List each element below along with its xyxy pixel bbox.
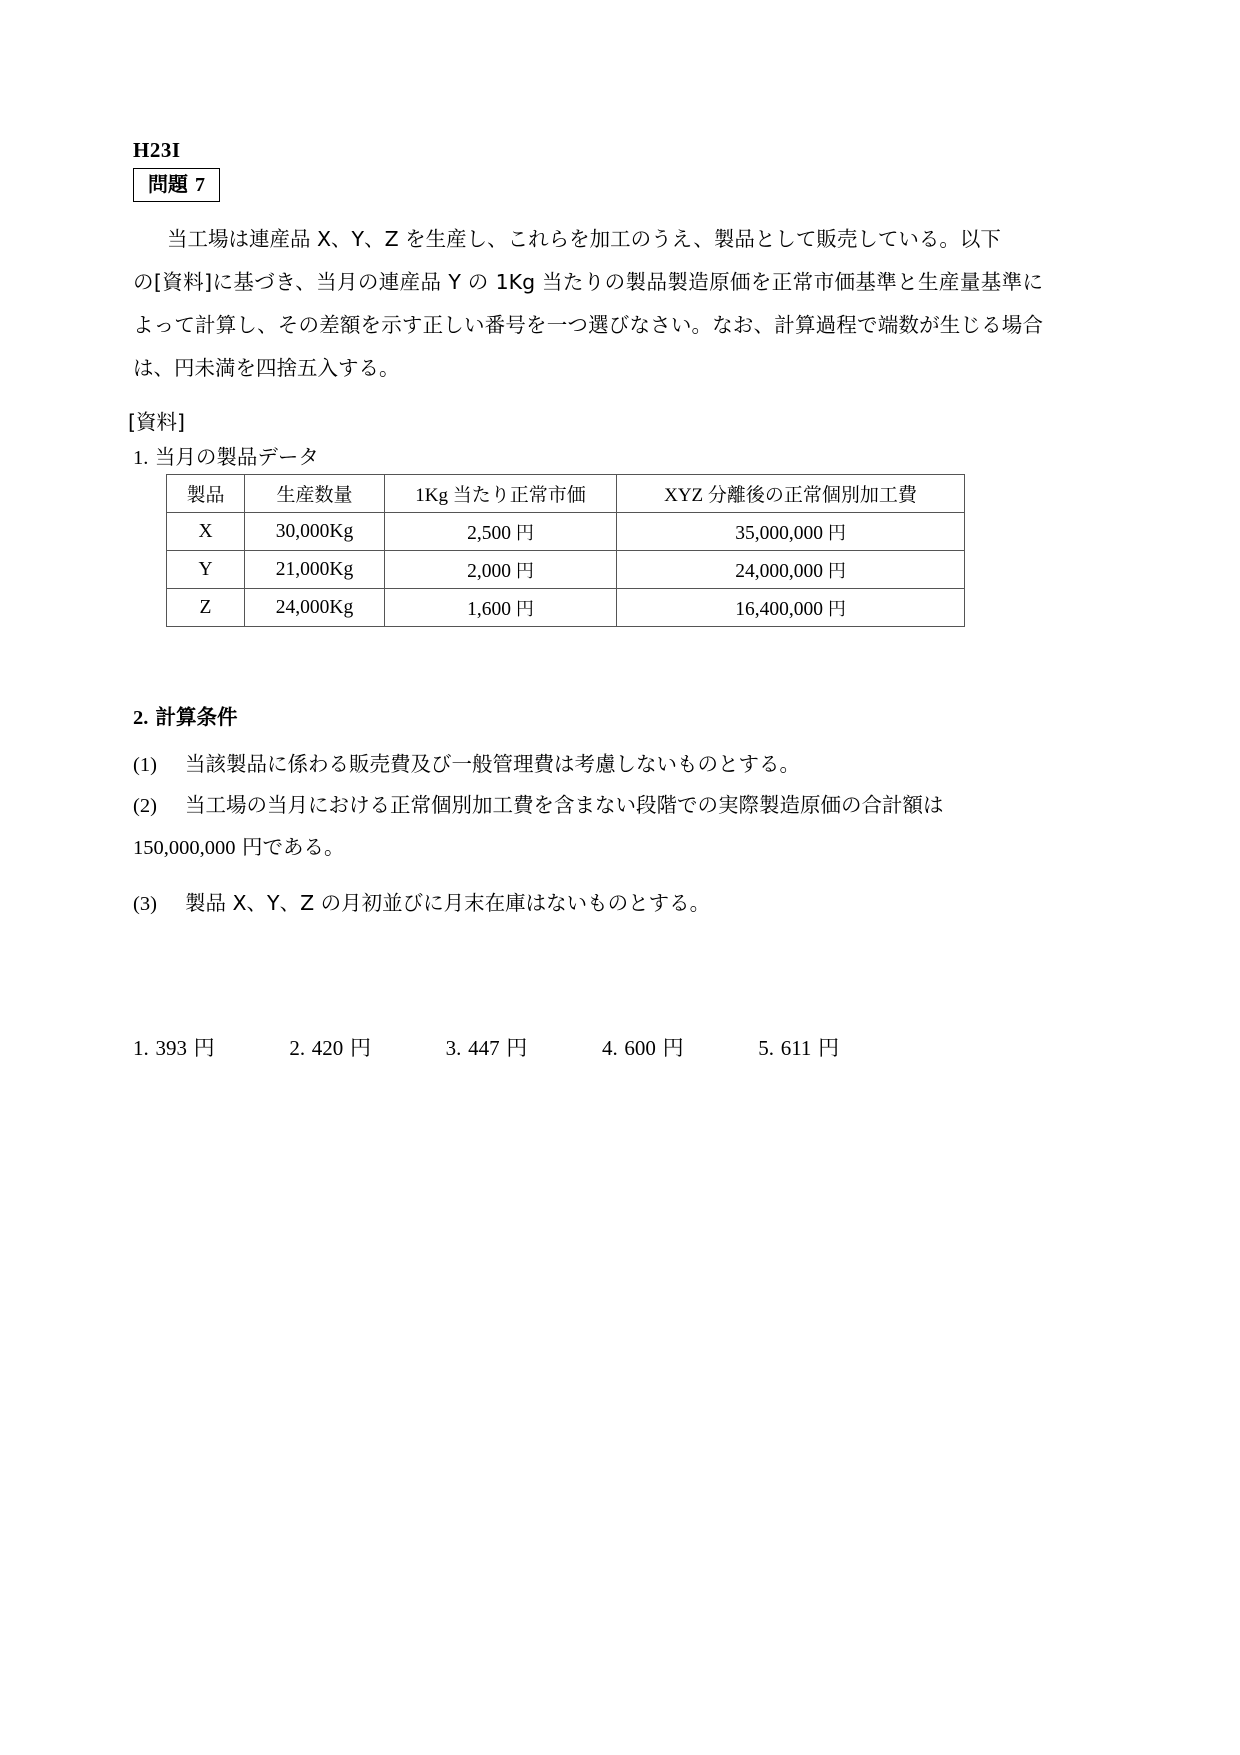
question-number: 7 bbox=[194, 174, 205, 196]
condition-item-1 bbox=[133, 744, 1043, 785]
choice-unit-2: 円 bbox=[349, 1036, 371, 1060]
cell-unit-price bbox=[385, 551, 617, 589]
intro-paragraph bbox=[133, 218, 1043, 390]
unit-price-value: 1,600 bbox=[467, 598, 511, 620]
section-1-title: 当月の製品データ bbox=[154, 445, 319, 469]
section-2-heading bbox=[133, 700, 238, 730]
intro-line-1: 当工場は連産品 X、Y、Z を生産し、これらを加工のうえ、製品として販売している。以下 bbox=[167, 227, 1001, 251]
answer-choices bbox=[133, 1032, 907, 1062]
answer-choice-4[interactable] bbox=[602, 1032, 684, 1062]
unit-price-value: 2,000 bbox=[467, 560, 511, 582]
header-product: 製品 bbox=[167, 475, 245, 513]
processing-cost-value: 16,400,000 bbox=[735, 598, 823, 620]
cell-quantity: 21,000Kg bbox=[245, 551, 385, 589]
answer-choice-5[interactable] bbox=[758, 1032, 839, 1062]
section-2-title: 計算条件 bbox=[155, 705, 238, 729]
answer-choice-2[interactable] bbox=[289, 1032, 371, 1062]
unit-price-unit: 円 bbox=[515, 598, 534, 620]
document-code: H23I bbox=[133, 138, 181, 162]
condition-text-1: 当該製品に係わる販売費及び一般管理費は考慮しないものとする。 bbox=[185, 752, 800, 776]
unit-price-unit: 円 bbox=[515, 560, 534, 582]
unit-price-value: 2,500 bbox=[467, 522, 511, 544]
answer-choice-3[interactable] bbox=[446, 1032, 528, 1062]
intro-line-2: の[資料]に基づき、当月の連産品 Y の 1Kg 当たりの製品製造原価を正常市価基準と生産量基準によって計算し、その差額を示す正しい番号を一つ選びなさい。なお、計算過程で端数が生じる場合は、円未満を四捨五入する。 bbox=[133, 270, 1043, 380]
section-1-heading bbox=[133, 440, 319, 470]
cell-product: Z bbox=[167, 589, 245, 627]
cell-unit-price bbox=[385, 589, 617, 627]
choice-value-3: 447 bbox=[468, 1036, 500, 1060]
question-number-box bbox=[133, 168, 220, 202]
header-processing-cost: XYZ 分離後の正常個別加工費 bbox=[617, 475, 965, 513]
table-row bbox=[167, 589, 965, 627]
condition-marker-2: (2) bbox=[133, 795, 157, 817]
condition-item-2 bbox=[133, 785, 1043, 826]
condition-2-amount-suffix: 円である。 bbox=[242, 835, 345, 859]
choice-value-4: 600 bbox=[624, 1036, 656, 1060]
section-1-number: 1. bbox=[133, 447, 149, 469]
processing-cost-unit: 円 bbox=[827, 522, 846, 544]
choice-unit-1: 円 bbox=[193, 1036, 215, 1060]
table-row bbox=[167, 551, 965, 589]
choice-number-4: 4. bbox=[601, 1036, 618, 1060]
choice-number-1: 1. bbox=[133, 1036, 149, 1060]
table-header-row bbox=[167, 475, 965, 513]
condition-2-amount: 150,000,000 bbox=[133, 837, 236, 859]
choice-unit-3: 円 bbox=[506, 1036, 528, 1060]
answer-choice-1[interactable] bbox=[133, 1032, 215, 1062]
processing-cost-unit: 円 bbox=[827, 598, 846, 620]
header-unit-price: 1Kg 当たり正常市価 bbox=[385, 475, 617, 513]
choice-number-3: 3. bbox=[445, 1036, 462, 1060]
condition-text-3: 製品 X、Y、Z の月初並びに月末在庫はないものとする。 bbox=[185, 891, 711, 915]
unit-price-unit: 円 bbox=[515, 522, 534, 544]
choice-value-5: 611 bbox=[780, 1036, 812, 1060]
cell-product: Y bbox=[167, 551, 245, 589]
condition-text-2: 当工場の当月における正常個別加工費を含まない段階での実際製造原価の合計額は bbox=[185, 793, 944, 817]
choice-unit-4: 円 bbox=[662, 1036, 684, 1060]
choice-unit-5: 円 bbox=[818, 1036, 840, 1060]
choice-number-2: 2. bbox=[289, 1036, 306, 1060]
table-row bbox=[167, 513, 965, 551]
cell-quantity: 30,000Kg bbox=[245, 513, 385, 551]
choice-value-1: 393 bbox=[155, 1036, 187, 1060]
cell-processing-cost bbox=[617, 551, 965, 589]
product-data-table bbox=[166, 474, 965, 627]
cell-product: X bbox=[167, 513, 245, 551]
choice-value-2: 420 bbox=[311, 1036, 344, 1060]
choice-number-5: 5. bbox=[758, 1036, 774, 1060]
cell-processing-cost bbox=[617, 589, 965, 627]
calculation-conditions bbox=[133, 744, 1043, 924]
cell-unit-price bbox=[385, 513, 617, 551]
condition-item-3 bbox=[133, 883, 1043, 924]
condition-marker-3: (3) bbox=[133, 893, 157, 915]
header-quantity: 生産数量 bbox=[245, 475, 385, 513]
materials-label: [資料] bbox=[128, 410, 185, 434]
processing-cost-value: 24,000,000 bbox=[735, 560, 823, 582]
cell-quantity: 24,000Kg bbox=[245, 589, 385, 627]
section-2-number: 2. bbox=[133, 707, 149, 729]
cell-processing-cost bbox=[617, 513, 965, 551]
processing-cost-value: 35,000,000 bbox=[735, 522, 823, 544]
question-label: 問題 bbox=[148, 172, 188, 196]
processing-cost-unit: 円 bbox=[827, 560, 846, 582]
condition-marker-1: (1) bbox=[133, 754, 157, 776]
condition-item-2-continuation bbox=[133, 826, 1043, 869]
condition-spacer bbox=[133, 869, 1043, 883]
